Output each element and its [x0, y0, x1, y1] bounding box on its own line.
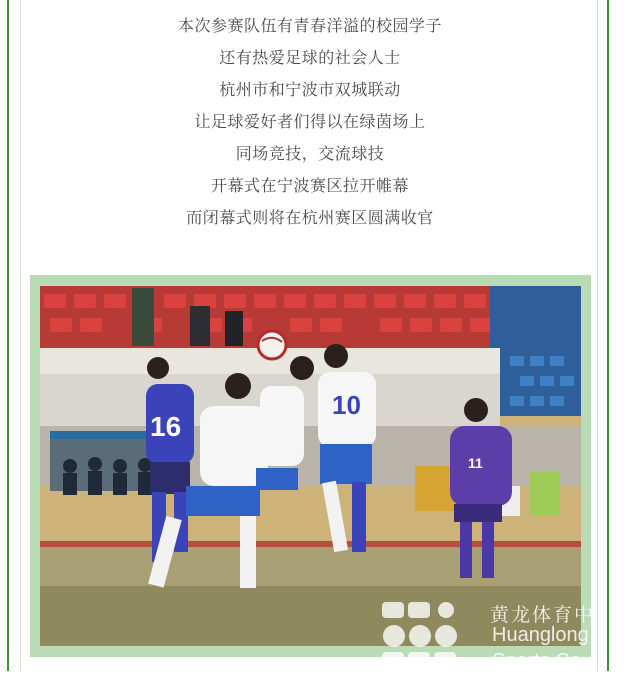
watermark-name-en-2: Sports Ce: [492, 650, 581, 672]
article-line: 杭州市和宁波市双城联动: [219, 80, 401, 99]
watermark-name-cn: 黄龙体育中: [490, 604, 596, 626]
left-inner-border: [20, 0, 21, 671]
jersey-number-16: 16: [150, 411, 182, 442]
jersey-number-11: 11: [468, 455, 483, 471]
football-match-photo[interactable]: [40, 286, 581, 646]
article-line: 而闭幕式则将在杭州赛区圆满收官: [186, 208, 434, 227]
article-line: 开幕式在宁波赛区拉开帷幕: [210, 176, 409, 195]
watermark-name-en: Huanglong: [492, 624, 589, 646]
article-line: 本次参赛队伍有青春洋溢的校园学子: [177, 16, 442, 35]
article-text: [22, 10, 598, 234]
photo-illustration: [40, 286, 581, 646]
left-border: [7, 0, 9, 671]
article-line: 让足球爱好者们得以在绿茵场上: [194, 112, 426, 131]
photo-frame: [30, 275, 591, 657]
right-border: [607, 0, 609, 671]
article-line: 同场竞技，交流球技: [235, 144, 385, 163]
article-line: 还有热爱足球的社会人士: [219, 48, 401, 67]
jersey-number-10: 10: [332, 390, 361, 420]
player-10: [318, 344, 376, 552]
